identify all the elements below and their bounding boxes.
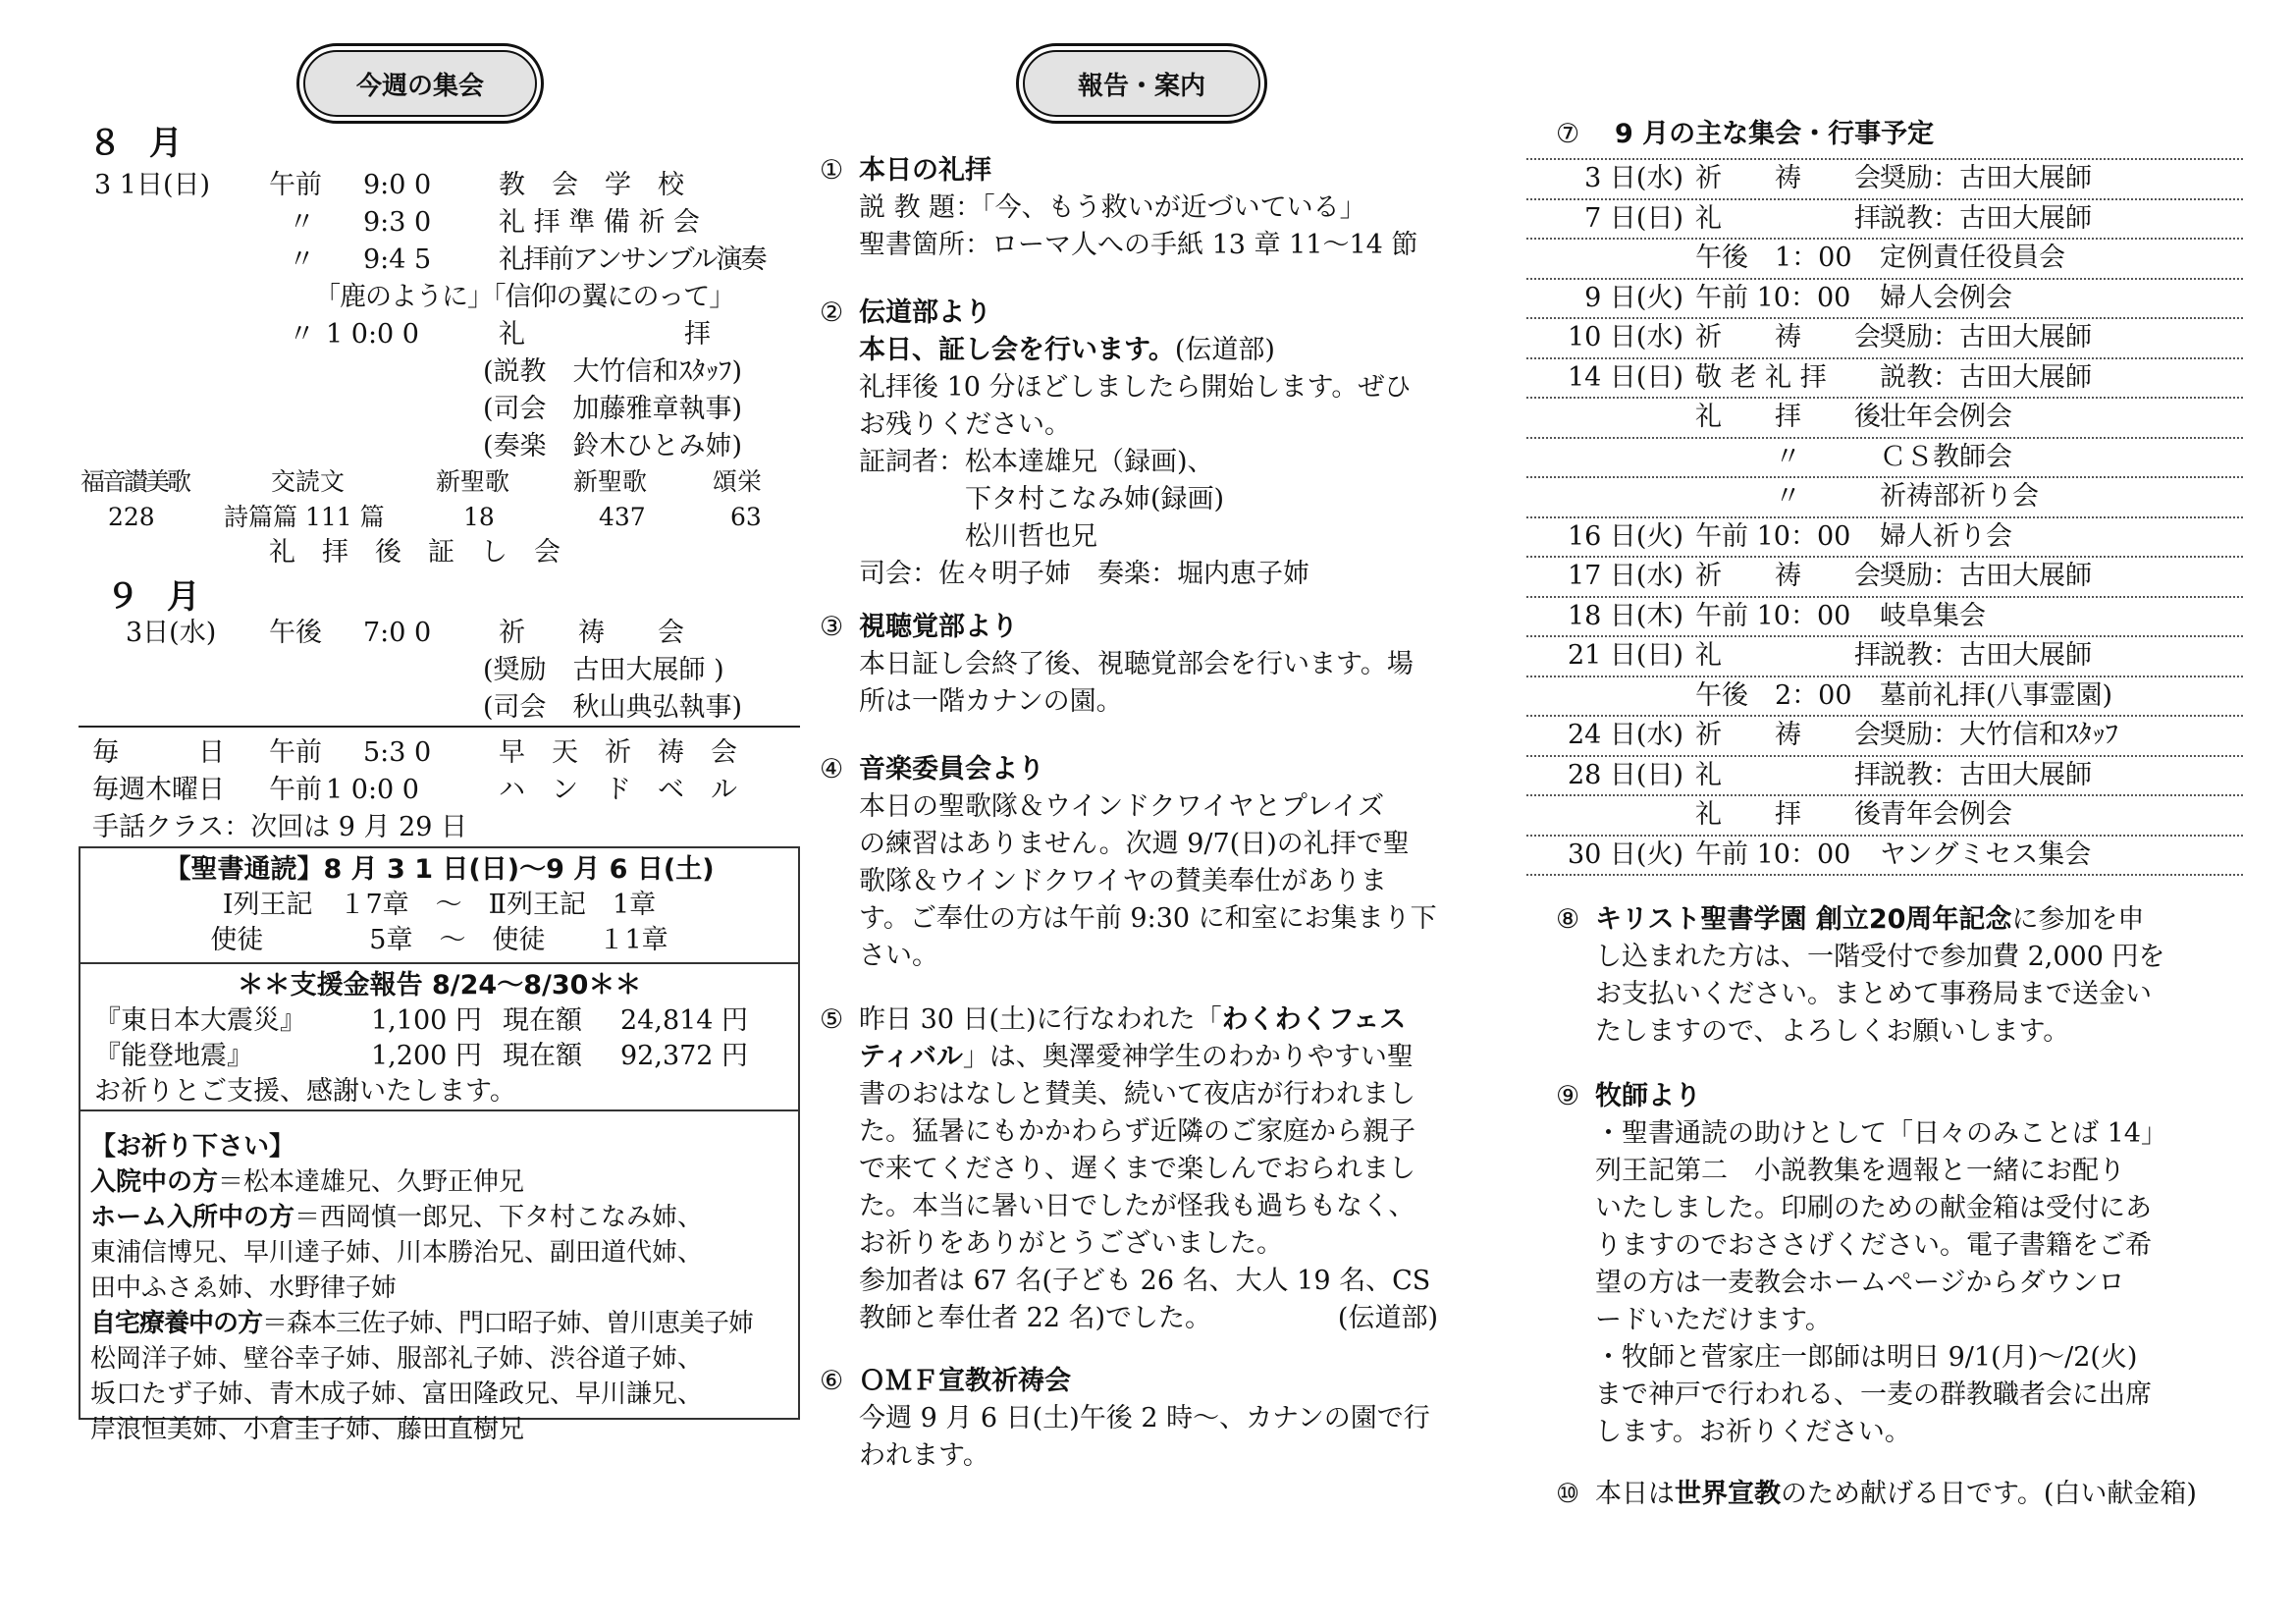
item-title: キリスト聖書学園 創立20周年記念 — [1595, 904, 2012, 935]
reports-header: 報告・案内 — [1023, 50, 1260, 117]
schedule-row: 17 日(水) 祈 祷 会 奨励：古田大展師 — [1526, 556, 2243, 596]
schedule-row — [79, 615, 800, 652]
time: 9:3 0 — [363, 207, 432, 238]
schedule-row: 〃 祈祷部祈り会 — [1526, 476, 2243, 516]
schedule-row: 9 日(火) 午前 10：00 婦人会例会 — [1526, 278, 2243, 318]
role-line: (司会 秋山典弘執事) — [483, 692, 743, 723]
date: 3日(水) — [126, 618, 217, 648]
signature: (伝道部) — [1337, 1303, 1438, 1333]
this-week-header-badge — [296, 43, 544, 124]
ampm: 午後 — [269, 618, 322, 648]
time: 7:0 0 — [363, 618, 432, 648]
ditto-mark: 〃 — [289, 244, 315, 275]
item-number: ⑧ — [1556, 904, 1580, 935]
support-fund-row: 『東日本大震災』 1,100 円 現在額 24,814 円 — [94, 1005, 749, 1036]
event: 礼 拝 準 備 祈 会 — [499, 207, 700, 238]
bible-reading-title: 【聖書通読】8 月 3 1 日(日)～9 月 6 日(土) — [164, 854, 715, 885]
home-names: 東浦信博兄、早川達子姉、川本勝治兄、副田道代姉、 — [90, 1238, 704, 1268]
schedule-row: 30 日(火) 午前 10：00 ヤングミセス集会 — [1526, 835, 2243, 877]
item-title: 本日の礼拝 — [859, 155, 991, 186]
schedule-row: 21 日(日) 礼 拝 説教：古田大展師 — [1526, 635, 2243, 676]
schedule-row — [79, 242, 800, 279]
hospital-names: ＝松本達雄兄、久野正伸兄 — [218, 1167, 525, 1197]
item-title: 伝道部より — [859, 298, 991, 328]
item-number: ⑩ — [1556, 1479, 1580, 1509]
home-label: ホーム入所中の方 — [90, 1203, 295, 1232]
ampm: 午前 — [269, 170, 322, 200]
item-title: 音楽委員会より — [859, 754, 1044, 784]
event: 礼拝前アンサンブル演奏 — [499, 244, 766, 275]
schedule-row: 午後 2：00 墓前礼拝(八事霊園) — [1526, 676, 2243, 716]
bible-reading-line: Ⅰ列王記 １7章 ～ Ⅱ列王記 1章 — [222, 890, 657, 920]
date: 3 1日(日) — [94, 170, 211, 200]
reports-header-badge — [1016, 43, 1267, 124]
recovery-names: 坂口たず子姉、青木成子姉、富田隆政兄、早川謙兄、 — [90, 1380, 704, 1409]
schedule-row — [79, 279, 800, 316]
recovery-names: 岸浪恒美姉、小倉圭子姉、藤田直樹兄 — [90, 1415, 525, 1444]
schedule-row: 礼 拝 後 壮年会例会 — [1526, 397, 2243, 437]
support-thanks: お祈りとご支援、感謝いたします。 — [94, 1076, 516, 1107]
schedule-row: 7 日(日) 礼 拝 説教：古田大展師 — [1526, 198, 2243, 239]
recovery-names: ＝森本三佐子姉、門口昭子姉、曽川恵美子姉 — [262, 1309, 754, 1338]
schedule-row: 14 日(日) 敬 老 礼 拝 説教：古田大展師 — [1526, 357, 2243, 398]
announcement-3: ③ 視聴覚部より 本日証し会終了後、視聴覚部会を行います。場 所は一階カナンの園。 — [820, 609, 1468, 721]
schedule-row — [79, 167, 800, 204]
info-box — [79, 846, 800, 1444]
event: 教 会 学 校 — [499, 170, 684, 200]
item-number: ⑦ — [1556, 119, 1580, 149]
announcement-4: ④ 音楽委員会より 本日の聖歌隊＆ウインドクワイヤとプレイズ の練習はありません。次週 9/7(日)の礼拝で聖 歌隊＆ウインドクワイヤの賛美奉仕がありま す。ご奉仕の方は午前 9:30 に和室にお集まり下 さい。 — [820, 751, 1468, 975]
regular-meeting: 毎 日 午前 5:3 0 早 天 祈 祷 会 — [92, 737, 737, 768]
event: 礼 拝 — [499, 319, 711, 350]
hymn-headers: 福音讃美歌 交読文 新聖歌 新聖歌 頌栄 — [80, 467, 763, 496]
home-names: 田中ふさゑ姉、水野律子姉 — [90, 1273, 398, 1303]
schedule-row: 3 日(水) 祈 祷 会 奨励：古田大展師 — [1526, 158, 2243, 198]
schedule-row: 午後 1：00 定例責任役員会 — [1526, 238, 2243, 278]
item-number: ⑤ — [820, 1004, 844, 1035]
item-number: ⑨ — [1556, 1081, 1580, 1111]
item-number: ③ — [820, 612, 844, 642]
august-heading: ８ 月 — [88, 124, 190, 163]
ditto-mark: 〃 — [289, 207, 315, 238]
schedule-title: 9 月の主な集会・行事予定 — [1615, 119, 1935, 149]
time: 1 0:0 0 — [326, 319, 419, 350]
support-fund-title: ＊＊支援金報告 8/24～8/30＊＊ — [237, 970, 642, 1001]
ditto-mark: 〃 — [289, 319, 315, 350]
item-number: ⑥ — [820, 1366, 844, 1396]
recovery-names: 松岡洋子姉、壁谷幸子姉、服部礼子姉、渋谷道子姉、 — [90, 1344, 704, 1374]
item-title: 視聴覚部より — [859, 612, 1018, 642]
schedule-row: 〃 ＣＳ教師会 — [1526, 437, 2243, 477]
item-number: ④ — [820, 754, 844, 784]
schedule-row: 16 日(火) 午前 10：00 婦人祈り会 — [1526, 516, 2243, 557]
item-title: 牧師より — [1595, 1081, 1701, 1111]
announcement-6: ⑥ ＯＭＦ宣教祈祷会 今週 9 月 6 日(土)午後 2 時～、カナンの園で行 われます。 — [820, 1363, 1468, 1475]
announcement-8: ⑧ キリスト聖書学園 創立20周年記念に参加を申 し込まれた方は、一階受付で参加費 2,000 円を お支払いください。まとめて事務局まで送金い たしますので、よろしくお願いします。 — [1556, 901, 2243, 1051]
role-line: (奨励 古田大展師 ) — [483, 655, 724, 685]
schedule-table — [1526, 158, 2243, 876]
time: 9:4 5 — [363, 244, 432, 275]
schedule-row — [79, 316, 800, 353]
divider — [79, 726, 800, 728]
schedule-row: 18 日(木) 午前 10：00 岐阜集会 — [1526, 596, 2243, 636]
this-week-header: 今週の集会 — [303, 50, 537, 117]
announcement-1: ① 本日の礼拝 説 教 題：「今、もう救いが近づいている」 聖書箇所：ローマ人への手紙 13 章 11～14 節 — [820, 152, 1468, 264]
prayer-requests-section — [80, 1111, 798, 1447]
announcement-5: ⑤ 昨日 30 日(土)に行なわれた「わくわくフェス ティバル」は、奥澤愛神学生のわかりやすい聖 書のおはなしと賛美、続いて夜店が行われまし た。猛暑にもかかわらず近隣のご家庭から親子 で来てくださり、遅くまで楽しんでおられまし た。本当に暑い日でしたが怪我も過ちもなく、 お祈りをありがとうございました。 参加者は 67 名(子ども 26 名、大人 19 名、CS 教師と奉仕者 22 名)でした。 (伝道部) — [820, 1001, 1468, 1337]
schedule-title-row — [1556, 116, 1934, 153]
event: 祈 祷 会 — [499, 618, 684, 648]
regular-meeting: 毎週木曜日 午前 1 0:0 0 ハ ン ド ベ ル — [92, 775, 737, 805]
announcement-10: ⑩ 本日は世界宣教のため献げる日です。(白い献金箱) — [1556, 1476, 2243, 1513]
item-number: ② — [820, 298, 844, 328]
announcement-2: ② 伝道部より 本日、証し会を行います。(伝道部) 礼拝後 10 分ほどしましたら開始します。ぜひ お残りください。 証詞者：松本達雄兄（録画)、 下タ村こなみ姉(録画) 松川哲也兄 司会：佐々明子姉 奏楽：堀内恵子姉 — [820, 295, 1468, 593]
event: 「鹿のように」「信仰の翼にのって」 — [314, 282, 735, 312]
prayer-title: 【お祈り下さい】 — [90, 1132, 295, 1162]
role-line: (司会 加藤雅章執事) — [483, 394, 743, 424]
time: 9:0 0 — [363, 170, 432, 200]
bible-reading-section — [80, 848, 798, 964]
support-fund-section — [80, 964, 798, 1111]
bible-reading-line: 使徒 5章 ～ 使徒 １1章 — [210, 925, 668, 955]
after-service-event: 礼 拝 後 証 し 会 — [269, 537, 561, 568]
support-fund-row: 『能登地震』 1,200 円 現在額 92,372 円 — [94, 1041, 749, 1071]
role-line: (奏楽 鈴木ひとみ姉) — [483, 431, 743, 461]
hospital-label: 入院中の方 — [90, 1167, 219, 1197]
september-heading: ９ 月 — [106, 577, 208, 617]
announcement-9: ⑨ 牧師より ・聖書通読の助けとして「日々のみことば 14」 列王記第二 小説教集を週報と一緒にお配り いたしました。印刷のための献金箱は受付にあ りますのでおささげください。電子書籍をご希 望の方は一麦教会ホームページからダウンロ ードいただけます。 ・牧師と菅家庄一郎師は明日 9/1(月)～/2(火) まで神戸で行われる、一麦の群教職者会に出席 します。お祈りください。 — [1556, 1078, 2243, 1451]
item-number: ① — [820, 155, 844, 186]
schedule-row: 礼 拝 後 青年会例会 — [1526, 794, 2243, 835]
schedule-row: 28 日(日) 礼 拝 説教：古田大展師 — [1526, 755, 2243, 795]
hymn-values: 228 詩篇篇 111 篇 18 437 63 — [108, 503, 762, 531]
schedule-row: 24 日(水) 祈 祷 会 奨励：大竹信和ｽﾀｯﾌ — [1526, 715, 2243, 755]
item-title: ＯＭＦ宣教祈祷会 — [859, 1366, 1071, 1396]
schedule-row — [79, 204, 800, 242]
recovery-label: 自宅療養中の方 — [90, 1309, 263, 1338]
role-line: (説教 大竹信和ｽﾀｯﾌ) — [483, 356, 743, 387]
schedule-row: 10 日(水) 祈 祷 会 奨励：古田大展師 — [1526, 317, 2243, 357]
sign-language-class: 手話クラス：次回は 9 月 29 日 — [92, 812, 468, 842]
home-names: ＝西岡慎一郎兄、下タ村こなみ姉、 — [294, 1203, 704, 1232]
